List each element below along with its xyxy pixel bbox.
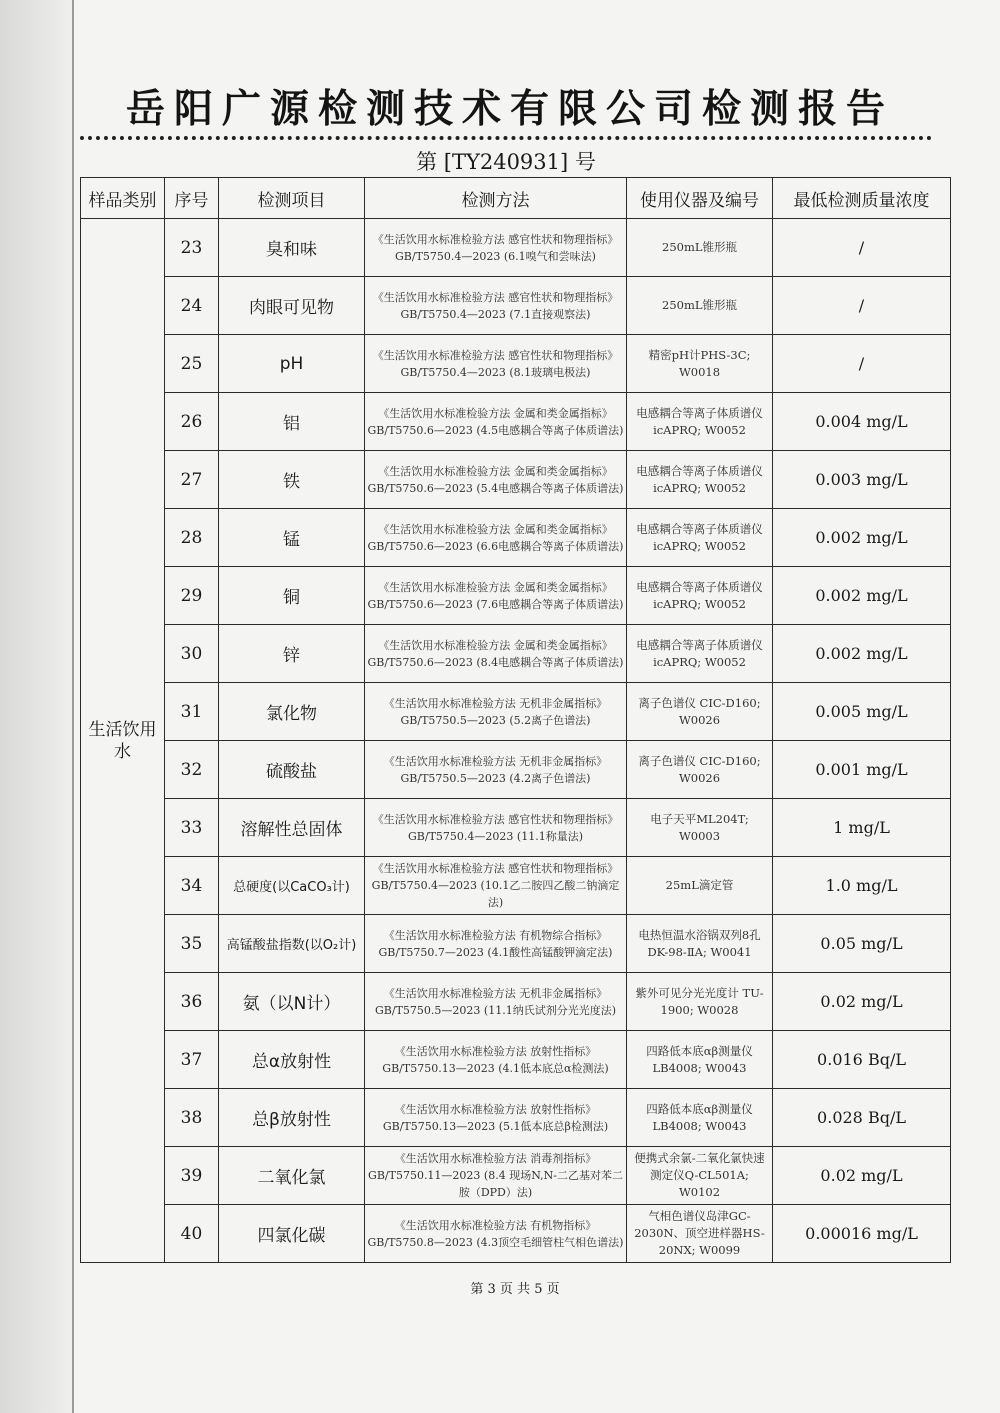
test-method-cell: 《生活饮用水标准检验方法 金属和类金属指标》GB/T5750.6—2023 (6.6电感耦合等离子体质谱法) [365,509,627,567]
detection-limit-cell: 0.005 mg/L [773,683,951,741]
test-method-cell: 《生活饮用水标准检验方法 无机非金属指标》GB/T5750.5—2023 (5.2离子色谱法) [365,683,627,741]
table-row [81,1147,951,1205]
test-method-cell: 《生活饮用水标准检验方法 无机非金属指标》GB/T5750.5—2023 (11.1纳氏试剂分光光度法) [365,973,627,1031]
detection-limit-cell: / [773,277,951,335]
instrument-cell: 电感耦合等离子体质谱仪icAPRQ; W0052 [627,625,773,683]
table-row [81,741,951,799]
detection-limit-cell: 0.002 mg/L [773,625,951,683]
dotted-divider [80,136,932,140]
detection-limit-cell: / [773,335,951,393]
table-row [81,567,951,625]
detection-limit-cell: 0.016 Bq/L [773,1031,951,1089]
test-item-cell: 锌 [219,625,365,683]
detection-limit-cell: 0.002 mg/L [773,567,951,625]
seq-cell: 30 [165,625,219,683]
header-limit: 最低检测质量浓度 [773,178,951,219]
report-title: 岳阳广源检测技术有限公司检测报告 [125,87,894,132]
seq-cell: 37 [165,1031,219,1089]
test-method-cell: 《生活饮用水标准检验方法 感官性状和物理指标》GB/T5750.4—2023 (6.1嗅气和尝味法) [365,219,627,277]
sample-category-cell: 生活饮用水 [81,219,165,1263]
instrument-cell: 电感耦合等离子体质谱仪icAPRQ; W0052 [627,451,773,509]
table-row [81,973,951,1031]
instrument-cell: 气相色谱仪岛津GC-2030N、顶空进样器HS-20NX; W0099 [627,1205,773,1263]
test-method-cell: 《生活饮用水标准检验方法 有机物指标》GB/T5750.8—2023 (4.3顶空毛细管柱气相色谱法) [365,1205,627,1263]
detection-limit-cell: 1 mg/L [773,799,951,857]
instrument-cell: 电感耦合等离子体质谱仪icAPRQ; W0052 [627,509,773,567]
test-method-cell: 《生活饮用水标准检验方法 金属和类金属指标》GB/T5750.6—2023 (8.4电感耦合等离子体质谱法) [365,625,627,683]
detection-limit-cell: 0.002 mg/L [773,509,951,567]
seq-cell: 25 [165,335,219,393]
seq-cell: 27 [165,451,219,509]
test-item-cell: 肉眼可见物 [219,277,365,335]
detection-limit-cell: 0.02 mg/L [773,973,951,1031]
test-item-cell: 氯化物 [219,683,365,741]
detection-limit-cell: 0.02 mg/L [773,1147,951,1205]
test-method-cell: 《生活饮用水标准检验方法 感官性状和物理指标》GB/T5750.4—2023 (7.1直接观察法) [365,277,627,335]
header-method: 检测方法 [365,178,627,219]
test-method-cell: 《生活饮用水标准检验方法 消毒剂指标》GB/T5750.11—2023 (8.4 现场N,N-二乙基对苯二胺（DPD）法) [365,1147,627,1205]
instrument-cell: 紫外可见分光光度计 TU-1900; W0028 [627,973,773,1031]
detection-limit-cell: 0.05 mg/L [773,915,951,973]
test-method-cell: 《生活饮用水标准检验方法 金属和类金属指标》GB/T5750.6—2023 (5.4电感耦合等离子体质谱法) [365,451,627,509]
seq-cell: 36 [165,973,219,1031]
table-row [81,915,951,973]
instrument-cell: 精密pH计PHS-3C; W0018 [627,335,773,393]
header-category: 样品类别 [81,178,165,219]
table-row [81,625,951,683]
table-row [81,277,951,335]
test-method-cell: 《生活饮用水标准检验方法 感官性状和物理指标》GB/T5750.4—2023 (8.1玻璃电极法) [365,335,627,393]
detection-limit-cell: 0.00016 mg/L [773,1205,951,1263]
detection-limit-cell: 0.028 Bq/L [773,1089,951,1147]
test-item-cell: 高锰酸盐指数(以O₂计) [219,915,365,973]
instrument-cell: 便携式余氯-二氧化氯快速测定仪Q-CL501A; W0102 [627,1147,773,1205]
instrument-cell: 电感耦合等离子体质谱仪icAPRQ; W0052 [627,567,773,625]
header-instrument: 使用仪器及编号 [627,178,773,219]
table-header-row [81,178,951,219]
table-body [81,219,951,1263]
instrument-cell: 四路低本底αβ测量仪 LB4008; W0043 [627,1089,773,1147]
detection-limit-cell: 1.0 mg/L [773,857,951,915]
instrument-cell: 离子色谱仪 CIC-D160; W0026 [627,741,773,799]
instrument-cell: 250mL锥形瓶 [627,277,773,335]
table-row [81,335,951,393]
test-method-cell: 《生活饮用水标准检验方法 感官性状和物理指标》GB/T5750.4—2023 (11.1称量法) [365,799,627,857]
seq-cell: 34 [165,857,219,915]
seq-cell: 28 [165,509,219,567]
table-row [81,393,951,451]
test-item-cell: 氨（以N计） [219,973,365,1031]
test-item-cell: 总β放射性 [219,1089,365,1147]
header-item: 检测项目 [219,178,365,219]
test-item-cell: 四氯化碳 [219,1205,365,1263]
instrument-cell: 离子色谱仪 CIC-D160; W0026 [627,683,773,741]
instrument-cell: 25mL滴定管 [627,857,773,915]
test-item-cell: 铝 [219,393,365,451]
report-number: 第 [TY240931] 号 [416,150,596,174]
seq-cell: 33 [165,799,219,857]
table-row [81,1031,951,1089]
test-item-cell: 锰 [219,509,365,567]
seq-cell: 29 [165,567,219,625]
test-item-cell: 总硬度(以CaCO₃计) [219,857,365,915]
test-item-cell: 总α放射性 [219,1031,365,1089]
seq-cell: 23 [165,219,219,277]
table-row [81,219,951,277]
test-method-cell: 《生活饮用水标准检验方法 无机非金属指标》GB/T5750.5—2023 (4.2离子色谱法) [365,741,627,799]
table-row [81,1089,951,1147]
table-row [81,799,951,857]
test-method-cell: 《生活饮用水标准检验方法 金属和类金属指标》GB/T5750.6—2023 (7.6电感耦合等离子体质谱法) [365,567,627,625]
test-item-cell: 二氧化氯 [219,1147,365,1205]
header-seq: 序号 [165,178,219,219]
instrument-cell: 四路低本底αβ测量仪 LB4008; W0043 [627,1031,773,1089]
test-method-cell: 《生活饮用水标准检验方法 放射性指标》GB/T5750.13—2023 (5.1低本底总β检测法) [365,1089,627,1147]
seq-cell: 35 [165,915,219,973]
test-method-cell: 《生活饮用水标准检验方法 感官性状和物理指标》GB/T5750.4—2023 (10.1乙二胺四乙酸二钠滴定法) [365,857,627,915]
detection-limit-cell: 0.001 mg/L [773,741,951,799]
table-row [81,857,951,915]
test-item-cell: 硫酸盐 [219,741,365,799]
table-row [81,683,951,741]
binding-edge-line [72,0,74,1413]
seq-cell: 40 [165,1205,219,1263]
test-item-cell: 铜 [219,567,365,625]
test-item-cell: 铁 [219,451,365,509]
seq-cell: 24 [165,277,219,335]
test-results-table [80,177,951,1263]
detection-limit-cell: 0.004 mg/L [773,393,951,451]
test-method-cell: 《生活饮用水标准检验方法 放射性指标》GB/T5750.13—2023 (4.1低本底总α检测法) [365,1031,627,1089]
instrument-cell: 电热恒温水浴锅双列8孔 DK-98-ⅡA; W0041 [627,915,773,973]
instrument-cell: 电子天平ML204T; W0003 [627,799,773,857]
detection-limit-cell: / [773,219,951,277]
table-row [81,509,951,567]
test-method-cell: 《生活饮用水标准检验方法 有机物综合指标》GB/T5750.7—2023 (4.1酸性高锰酸钾滴定法) [365,915,627,973]
detection-limit-cell: 0.003 mg/L [773,451,951,509]
seq-cell: 39 [165,1147,219,1205]
instrument-cell: 电感耦合等离子体质谱仪icAPRQ; W0052 [627,393,773,451]
seq-cell: 38 [165,1089,219,1147]
test-item-cell: 溶解性总固体 [219,799,365,857]
table-row [81,1205,951,1263]
test-item-cell: 臭和味 [219,219,365,277]
table-row [81,451,951,509]
instrument-cell: 250mL锥形瓶 [627,219,773,277]
page-footer: 第 3 页 共 5 页 [470,1282,560,1297]
seq-cell: 32 [165,741,219,799]
seq-cell: 31 [165,683,219,741]
seq-cell: 26 [165,393,219,451]
test-method-cell: 《生活饮用水标准检验方法 金属和类金属指标》GB/T5750.6—2023 (4.5电感耦合等离子体质谱法) [365,393,627,451]
test-item-cell: pH [219,335,365,393]
binding-margin-shadow [0,0,74,1413]
